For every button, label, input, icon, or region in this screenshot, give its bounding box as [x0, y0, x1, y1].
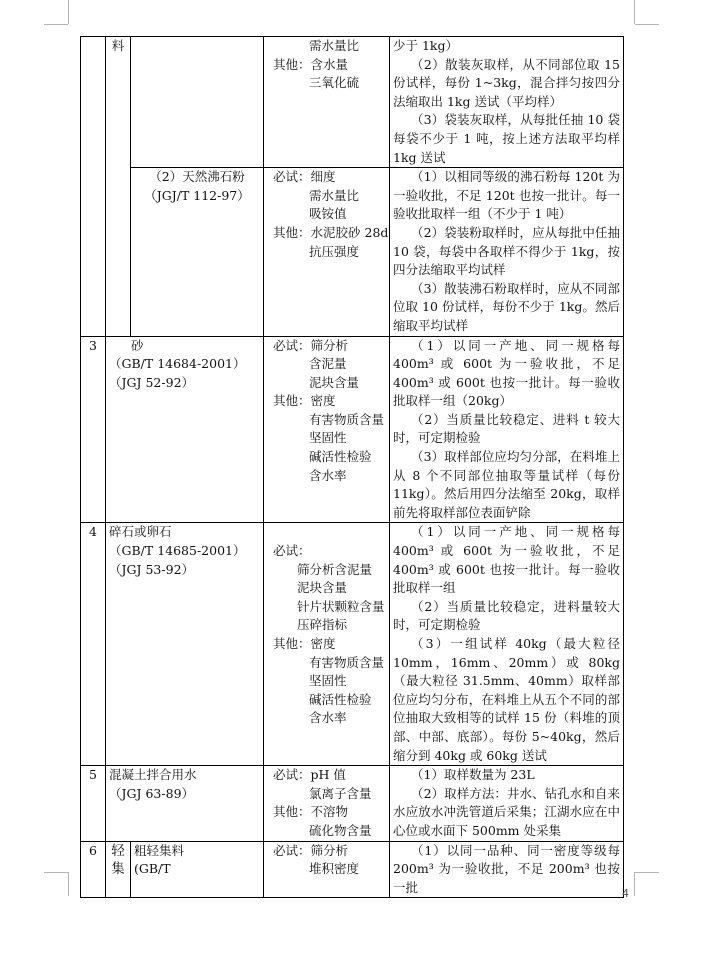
- test-name: 压碎指标: [297, 617, 348, 633]
- test-prefix: 必试：: [273, 767, 311, 783]
- name-line: （2）天然沸石粉: [149, 169, 245, 185]
- test-name: 抗压强度: [309, 243, 360, 259]
- sampling-cell: [390, 168, 624, 336]
- test-item: [267, 392, 386, 411]
- name-line: （JGJ 52-92）: [109, 374, 195, 390]
- test-name: 针片状颗粒含量: [297, 598, 385, 614]
- test-name: 需水量比: [309, 38, 360, 53]
- test-name: 有害物质含量: [309, 654, 385, 670]
- test-name: pH 值: [310, 767, 346, 783]
- test-name: 有害物质含量: [309, 411, 385, 427]
- name-line: 混凝土拌合用水: [109, 767, 197, 783]
- test-item: [267, 355, 386, 374]
- test-item: [267, 635, 386, 654]
- test-name: 堆积密度: [309, 861, 360, 877]
- name-line: （JGJ 53-92）: [109, 561, 195, 577]
- test-item: [267, 429, 386, 448]
- test-name: 水泥胶砂 28d: [310, 224, 389, 240]
- sampling-paragraph: （3）散装沸石粉取样时，应从不同部位取 10 份试样，每份不少于 1kg。然后缩取平均试样: [393, 280, 620, 333]
- test-items-cell: [264, 523, 390, 766]
- test-item: [267, 709, 386, 728]
- table-row: [81, 766, 624, 841]
- test-item: [267, 205, 386, 224]
- category-label: 料: [111, 38, 125, 53]
- sampling-paragraph: （2）散装灰取样，从不同部位取 15 份试样，每份 1~3kg，混合拌匀按四分法缩取出 1kg 送试（平均样）: [393, 56, 620, 109]
- category-cell: [106, 37, 131, 337]
- sampling-paragraph: （1）以同一品种、同一密度等级每 200m³ 为一验收批，不足 200m³ 也按一批: [393, 842, 620, 895]
- page-number: 4: [622, 887, 629, 900]
- test-item: [267, 542, 386, 561]
- name-line: 砂: [131, 337, 144, 353]
- test-name: 细度: [310, 169, 336, 185]
- test-item: [267, 411, 386, 430]
- name-line: 集: [111, 861, 125, 878]
- test-item: [267, 56, 386, 75]
- test-prefix: 必试：: [273, 543, 311, 559]
- test-name: 筛分析: [310, 337, 349, 353]
- material-name-cell: [106, 336, 264, 523]
- test-item: [267, 822, 386, 841]
- table-row: [81, 37, 624, 168]
- test-prefix: 其他：: [273, 393, 311, 409]
- test-name: 含水量: [310, 56, 349, 72]
- name-line: 碎石或卵石: [109, 524, 172, 540]
- row-number-cell: [81, 336, 106, 523]
- test-name: 密度: [310, 636, 336, 651]
- test-name: 坚固性: [309, 430, 347, 446]
- test-name: 不溶物: [310, 804, 349, 820]
- test-name: 含水率: [309, 467, 347, 483]
- test-name: 碱活性检验: [309, 449, 372, 465]
- test-items-cell: [264, 37, 390, 168]
- test-item: [267, 672, 386, 691]
- sampling-paragraph: （1）取样数量为 23L: [411, 767, 535, 783]
- crop-mark: [635, 24, 659, 25]
- test-item: [267, 448, 386, 467]
- sampling-paragraph: （3）袋装灰取样，从每批任抽 10 袋每袋不少于 1 吨，按上述方法取平均样 1kg 送试: [393, 112, 620, 165]
- test-name: 吸铵值: [309, 206, 347, 222]
- row-number: 5: [89, 767, 97, 783]
- sampling-paragraph: （2）当质量比较稳定，进料量较大时，可定期检验: [393, 598, 620, 633]
- test-items-cell: [264, 841, 390, 898]
- material-name-cell: [131, 37, 264, 168]
- crop-mark: [68, 0, 69, 24]
- row-number: 3: [89, 337, 97, 353]
- row-number-cell: [81, 37, 106, 337]
- test-name: 硫化物含量: [309, 822, 372, 838]
- test-prefix: 其他：: [273, 804, 311, 820]
- test-item: [267, 523, 386, 542]
- crop-mark: [634, 872, 635, 896]
- category-cell: [106, 841, 131, 898]
- material-name-cell: [131, 168, 264, 336]
- test-item: [267, 243, 386, 262]
- material-name-cell: [106, 523, 264, 766]
- sampling-paragraph: （3）取样部位应均匀分部，在料堆上从 8 个不同部位抽取等量试样（每份 11kg）。然后用四分法缩至 20kg，取样前先将取样部位表面铲除: [393, 449, 620, 520]
- test-item: [267, 337, 386, 356]
- name-line: （JGJ 63-89）: [109, 785, 195, 801]
- test-name: 氯离子含量: [309, 785, 372, 801]
- name-line: （JGJ/T 112-97）: [144, 187, 250, 203]
- sampling-paragraph: （1）以相同等级的沸石粉每 120t 为一验收批，不足 120t 也按一批计。每一验收批取样一组（不少于 1 吨）: [393, 169, 620, 222]
- test-name: 坚固性: [309, 673, 347, 689]
- sampling-cell: [390, 336, 624, 523]
- name-line: 轻: [111, 842, 125, 859]
- material-name-cell: [106, 766, 264, 841]
- test-item: [267, 785, 386, 804]
- table-row: [81, 841, 624, 898]
- test-prefix: 必试：: [273, 842, 311, 858]
- sampling-cell: [390, 37, 624, 168]
- row-number: 6: [89, 842, 97, 858]
- test-item: [267, 766, 386, 785]
- test-name: 筛分析含泥量: [297, 561, 373, 577]
- test-prefix: 其他：: [273, 224, 311, 240]
- crop-mark: [44, 24, 68, 25]
- test-item: [267, 860, 386, 879]
- sampling-standard-table: [80, 36, 624, 898]
- sampling-paragraph: 少于 1kg）: [393, 38, 459, 53]
- test-item: [267, 654, 386, 673]
- name-line: （GB/T 14684-2001）: [109, 356, 246, 372]
- sampling-paragraph: （2）当质量比较稳定、进料 t 较大时，可定期检验: [393, 411, 620, 446]
- test-name: 筛分析: [310, 842, 349, 858]
- sampling-paragraph: （2）袋装粉取样时，应从每批中任抽 10 袋，每袋中各取样不得少于 1kg，按四分法缩取平均试样: [393, 224, 620, 278]
- test-name: 碱活性检验: [309, 691, 372, 707]
- sampling-cell: [390, 766, 624, 841]
- sampling-paragraph: （1）以同一产地、同一规格每 400m³ 或 600t 为一验收批，不足 400m³ 或 600t 也按一批计。每一验收批取样一组: [393, 524, 620, 596]
- test-item: [267, 168, 386, 187]
- test-items-cell: [264, 336, 390, 523]
- test-name: 需水量比: [309, 187, 360, 203]
- test-prefix: 必试：: [273, 169, 311, 185]
- test-name: 三氧化硫: [309, 75, 360, 91]
- test-item: [267, 374, 386, 393]
- test-item: [267, 616, 386, 635]
- test-item: [267, 579, 386, 598]
- row-number-cell: [81, 841, 106, 898]
- test-item: [267, 691, 386, 710]
- test-name: 含泥量: [309, 356, 347, 372]
- test-item: [267, 803, 386, 822]
- test-item: [267, 74, 386, 93]
- test-prefix: 其他：: [273, 636, 311, 651]
- sampling-cell: [390, 841, 624, 898]
- sampling-paragraph: （3）一组试样 40kg（最大粒径 10mm，16mm、20mm）或 80kg（最大粒径 31.5mm、40mm）取样部位应均匀分布，在料堆上从五个不同的部位抽取大致相等的试样 15 份（料堆的顶部、中部、底部）。每份 5~40kg，然后缩分到 40kg 或 60kg 送试: [393, 636, 620, 763]
- sampling-cell: [390, 523, 624, 766]
- row-number: 4: [89, 524, 97, 540]
- test-item: [267, 187, 386, 206]
- name-line: （GB/T 14685-2001）: [109, 543, 246, 559]
- test-item: [267, 598, 386, 617]
- sampling-paragraph: （2）取样方法：井水、钻孔水和自来水应放水冲洗管道后采集；江湖水应在中心位或水面下 500mm 处采集: [393, 785, 620, 838]
- crop-mark: [44, 872, 68, 873]
- row-number-cell: [81, 766, 106, 841]
- table-row: [81, 523, 624, 766]
- row-number-cell: [81, 523, 106, 766]
- test-item: [267, 37, 386, 56]
- test-items-cell: [264, 766, 390, 841]
- test-item: [267, 467, 386, 486]
- test-item: [267, 561, 386, 580]
- test-items-cell: [264, 168, 390, 336]
- material-name-cell: [131, 841, 264, 898]
- name-line: 粗轻集料: [134, 842, 185, 858]
- test-name: 泥块含量: [309, 374, 360, 390]
- table-row: [81, 336, 624, 523]
- table-row: [81, 168, 624, 336]
- test-prefix: 必试：: [273, 337, 311, 353]
- test-name: 泥块含量: [297, 580, 348, 596]
- test-prefix: 其他：: [273, 56, 311, 72]
- crop-mark: [68, 872, 69, 896]
- sampling-paragraph: （1）以同一产地、同一规格每 400m³ 或 600t 为一验收批，不足 400m³ 或 600t 也按一批计。每一验收批取样一组（20kg）: [393, 337, 620, 409]
- crop-mark: [635, 872, 659, 873]
- test-name: 含水率: [309, 710, 347, 726]
- test-name: 密度: [310, 393, 336, 409]
- crop-mark: [634, 0, 635, 24]
- test-item: [267, 224, 389, 243]
- name-line: (GB/T: [134, 861, 171, 877]
- test-item: [267, 842, 386, 861]
